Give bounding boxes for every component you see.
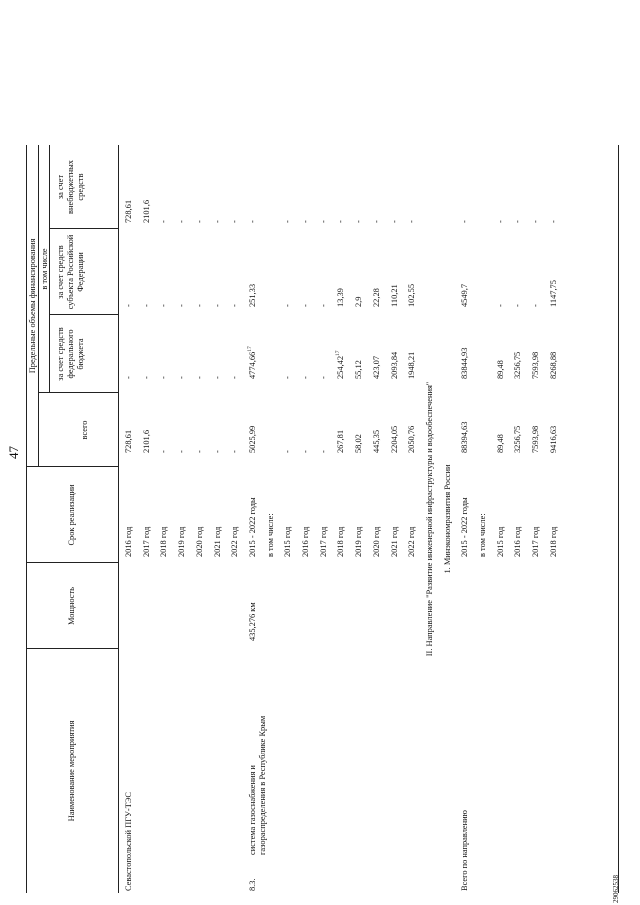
row-subject: - — [513, 304, 523, 307]
row-period: 2019 год — [354, 526, 364, 557]
header-subject-line: субъекта Российской — [66, 234, 75, 310]
row-federal: 423,07 — [371, 355, 381, 379]
row-subject: - — [177, 304, 187, 307]
header-bottom-rule — [118, 145, 119, 893]
row-subject: - — [141, 304, 151, 307]
row-period: 2021 год — [389, 526, 399, 557]
row-total: 2101,6 — [141, 429, 151, 453]
row-total: - — [283, 450, 293, 453]
row-extra: 728,61 — [124, 199, 133, 223]
row-total: - — [194, 450, 204, 453]
header-top-rule — [26, 145, 27, 893]
row-total: 2204,05 — [389, 425, 399, 453]
row-extra: - — [230, 220, 240, 223]
row-subject: - — [230, 304, 240, 307]
row-subject: 251,33 — [247, 283, 257, 307]
row-total: 58,02 — [354, 434, 364, 453]
row-total: 5025,99 — [247, 425, 257, 453]
row-number: 8.3. — [247, 878, 257, 891]
row-extra: - — [212, 220, 222, 223]
row-period: в том числе: — [478, 513, 487, 557]
row-federal: 55,12 — [354, 360, 364, 379]
row-subject: 2,9 — [354, 296, 364, 307]
row-federal: - — [318, 376, 328, 379]
header-subject-line: Федерации — [76, 252, 85, 292]
row-period: 2015 - 2022 годы — [460, 497, 470, 557]
row-federal: - — [141, 376, 151, 379]
row-federal: - — [212, 376, 222, 379]
header-federal-line: федерального — [66, 329, 75, 379]
row-period: 2018 год — [159, 526, 169, 557]
row-subject: - — [301, 304, 310, 307]
row-subject: - — [495, 304, 505, 307]
row-period: 2017 год — [318, 526, 328, 557]
row-extra: - — [407, 220, 417, 223]
row-period: 2018 год — [336, 526, 346, 557]
row-federal: - — [301, 376, 310, 379]
row-extra: - — [283, 220, 293, 223]
header-federal-line: бюджета — [76, 338, 85, 370]
header-including: в том числе — [40, 248, 49, 290]
row-federal: - — [194, 376, 204, 379]
row-name: Всего по направлению — [460, 810, 470, 891]
row-subject: - — [194, 304, 204, 307]
page-number: 47 — [6, 446, 21, 459]
row-extra: - — [513, 220, 523, 223]
row-subject: - — [318, 304, 328, 307]
row-period: 2015 год — [283, 526, 293, 557]
row-total: 728,61 — [124, 429, 133, 453]
row-total: 89,48 — [495, 434, 505, 453]
row-federal: 83844,93 — [460, 347, 470, 379]
row-total: - — [230, 450, 240, 453]
row-extra: - — [371, 220, 381, 223]
row-period: 2020 год — [371, 526, 381, 557]
row-federal: - — [177, 376, 187, 379]
header-limits: Предельные объемы финансирования — [28, 238, 37, 374]
row-subject: - — [159, 304, 169, 307]
limits-rule — [38, 145, 39, 467]
row-subject: 102,55 — [407, 283, 417, 307]
row-period: 2021 год — [212, 526, 222, 557]
row-period: 2022 год — [230, 526, 240, 557]
header-name: Наименование мероприятия — [67, 720, 76, 822]
row-total: 7593,98 — [531, 425, 541, 453]
row-extra: 2101,6 — [141, 199, 151, 223]
header-subject-line: за счет средств — [56, 245, 65, 299]
row-extra: - — [548, 220, 558, 223]
row-total: - — [318, 450, 328, 453]
row-name: газораспределения в Республике Крым — [257, 715, 267, 855]
row-federal: 4774,66$^{17}$ — [247, 346, 257, 379]
header-extra-line: внебюджетных — [66, 160, 75, 214]
row-period: в том числе: — [265, 513, 275, 557]
row-extra: - — [177, 220, 187, 223]
row-subject: - — [531, 304, 541, 307]
section-heading: 1. Минэкономразвития России — [442, 464, 452, 574]
row-federal: - — [159, 376, 169, 379]
row-period: 2018 год — [548, 526, 558, 557]
row-period: 2015 год — [495, 526, 505, 557]
row-period: 2022 год — [407, 526, 417, 557]
row-extra: - — [247, 220, 257, 223]
row-period: 2016 год — [513, 526, 523, 557]
row-period: 2019 год — [177, 526, 187, 557]
document-id: 29062538 — [612, 875, 620, 903]
row-extra: - — [389, 220, 399, 223]
row-federal: - — [283, 376, 293, 379]
row-extra: - — [301, 220, 310, 223]
row-total: 3256,75 — [513, 425, 523, 453]
header-period: Срок реализации — [67, 484, 76, 546]
row-period: 2015 - 2022 годы — [247, 497, 257, 557]
row-total: 9416,63 — [548, 425, 558, 453]
row-total: - — [159, 450, 169, 453]
row-extra: - — [159, 220, 169, 223]
row-period: 2016 год — [124, 526, 133, 557]
row-total: - — [177, 450, 187, 453]
row-extra: - — [318, 220, 328, 223]
row-federal: 8268,88 — [548, 351, 558, 379]
row-capacity: 435,276 км — [247, 602, 257, 641]
row-name: Севастопольской ПГУ-ТЭС — [124, 792, 133, 891]
section-heading: II. Направление "Развитие инженерной инфраструктуры и водообеспечения" — [424, 381, 434, 657]
table-bottom-rule — [618, 145, 619, 893]
row-extra: - — [194, 220, 204, 223]
header-capacity: Мощность — [67, 587, 76, 625]
row-federal: 2093,84 — [389, 351, 399, 379]
row-subject: - — [283, 304, 293, 307]
row-period: 2017 год — [141, 526, 151, 557]
header-total: всего — [80, 420, 89, 440]
row-extra: - — [495, 220, 505, 223]
row-period: 2016 год — [301, 526, 310, 557]
row-federal: 254,42$^{17}$ — [335, 350, 346, 379]
row-federal: 89,48 — [495, 360, 505, 379]
row-subject: 110,21 — [389, 284, 399, 307]
row-total: 88394,63 — [460, 421, 470, 453]
row-federal: 3256,75 — [513, 351, 523, 379]
row-federal: - — [230, 376, 240, 379]
row-extra: - — [336, 220, 346, 223]
row-subject: 1147,75 — [548, 280, 558, 307]
header-extra-line: за счет — [56, 174, 65, 200]
row-federal: - — [124, 376, 133, 379]
row-total: 267,81 — [336, 429, 346, 453]
header-extra-line: средств — [76, 173, 85, 201]
row-extra: - — [460, 220, 470, 223]
row-subject: 22,28 — [371, 288, 381, 307]
row-name: система газоснабжения и — [247, 765, 257, 855]
row-subject: 13,39 — [336, 288, 346, 307]
row-subject: 4549,7 — [460, 283, 470, 307]
row-subject: - — [212, 304, 222, 307]
row-extra: - — [354, 220, 364, 223]
row-federal: 7593,98 — [531, 351, 541, 379]
row-federal: 1948,21 — [407, 351, 417, 379]
row-subject: - — [124, 304, 133, 307]
row-period: 2020 год — [194, 526, 204, 557]
row-total: 2050,76 — [407, 425, 417, 453]
row-period: 2017 год — [531, 526, 541, 557]
row-total: 445,35 — [371, 429, 381, 453]
header-federal-line: за счет средств — [56, 327, 65, 381]
row-extra: - — [531, 220, 541, 223]
row-total: - — [212, 450, 222, 453]
row-total: - — [301, 450, 310, 453]
